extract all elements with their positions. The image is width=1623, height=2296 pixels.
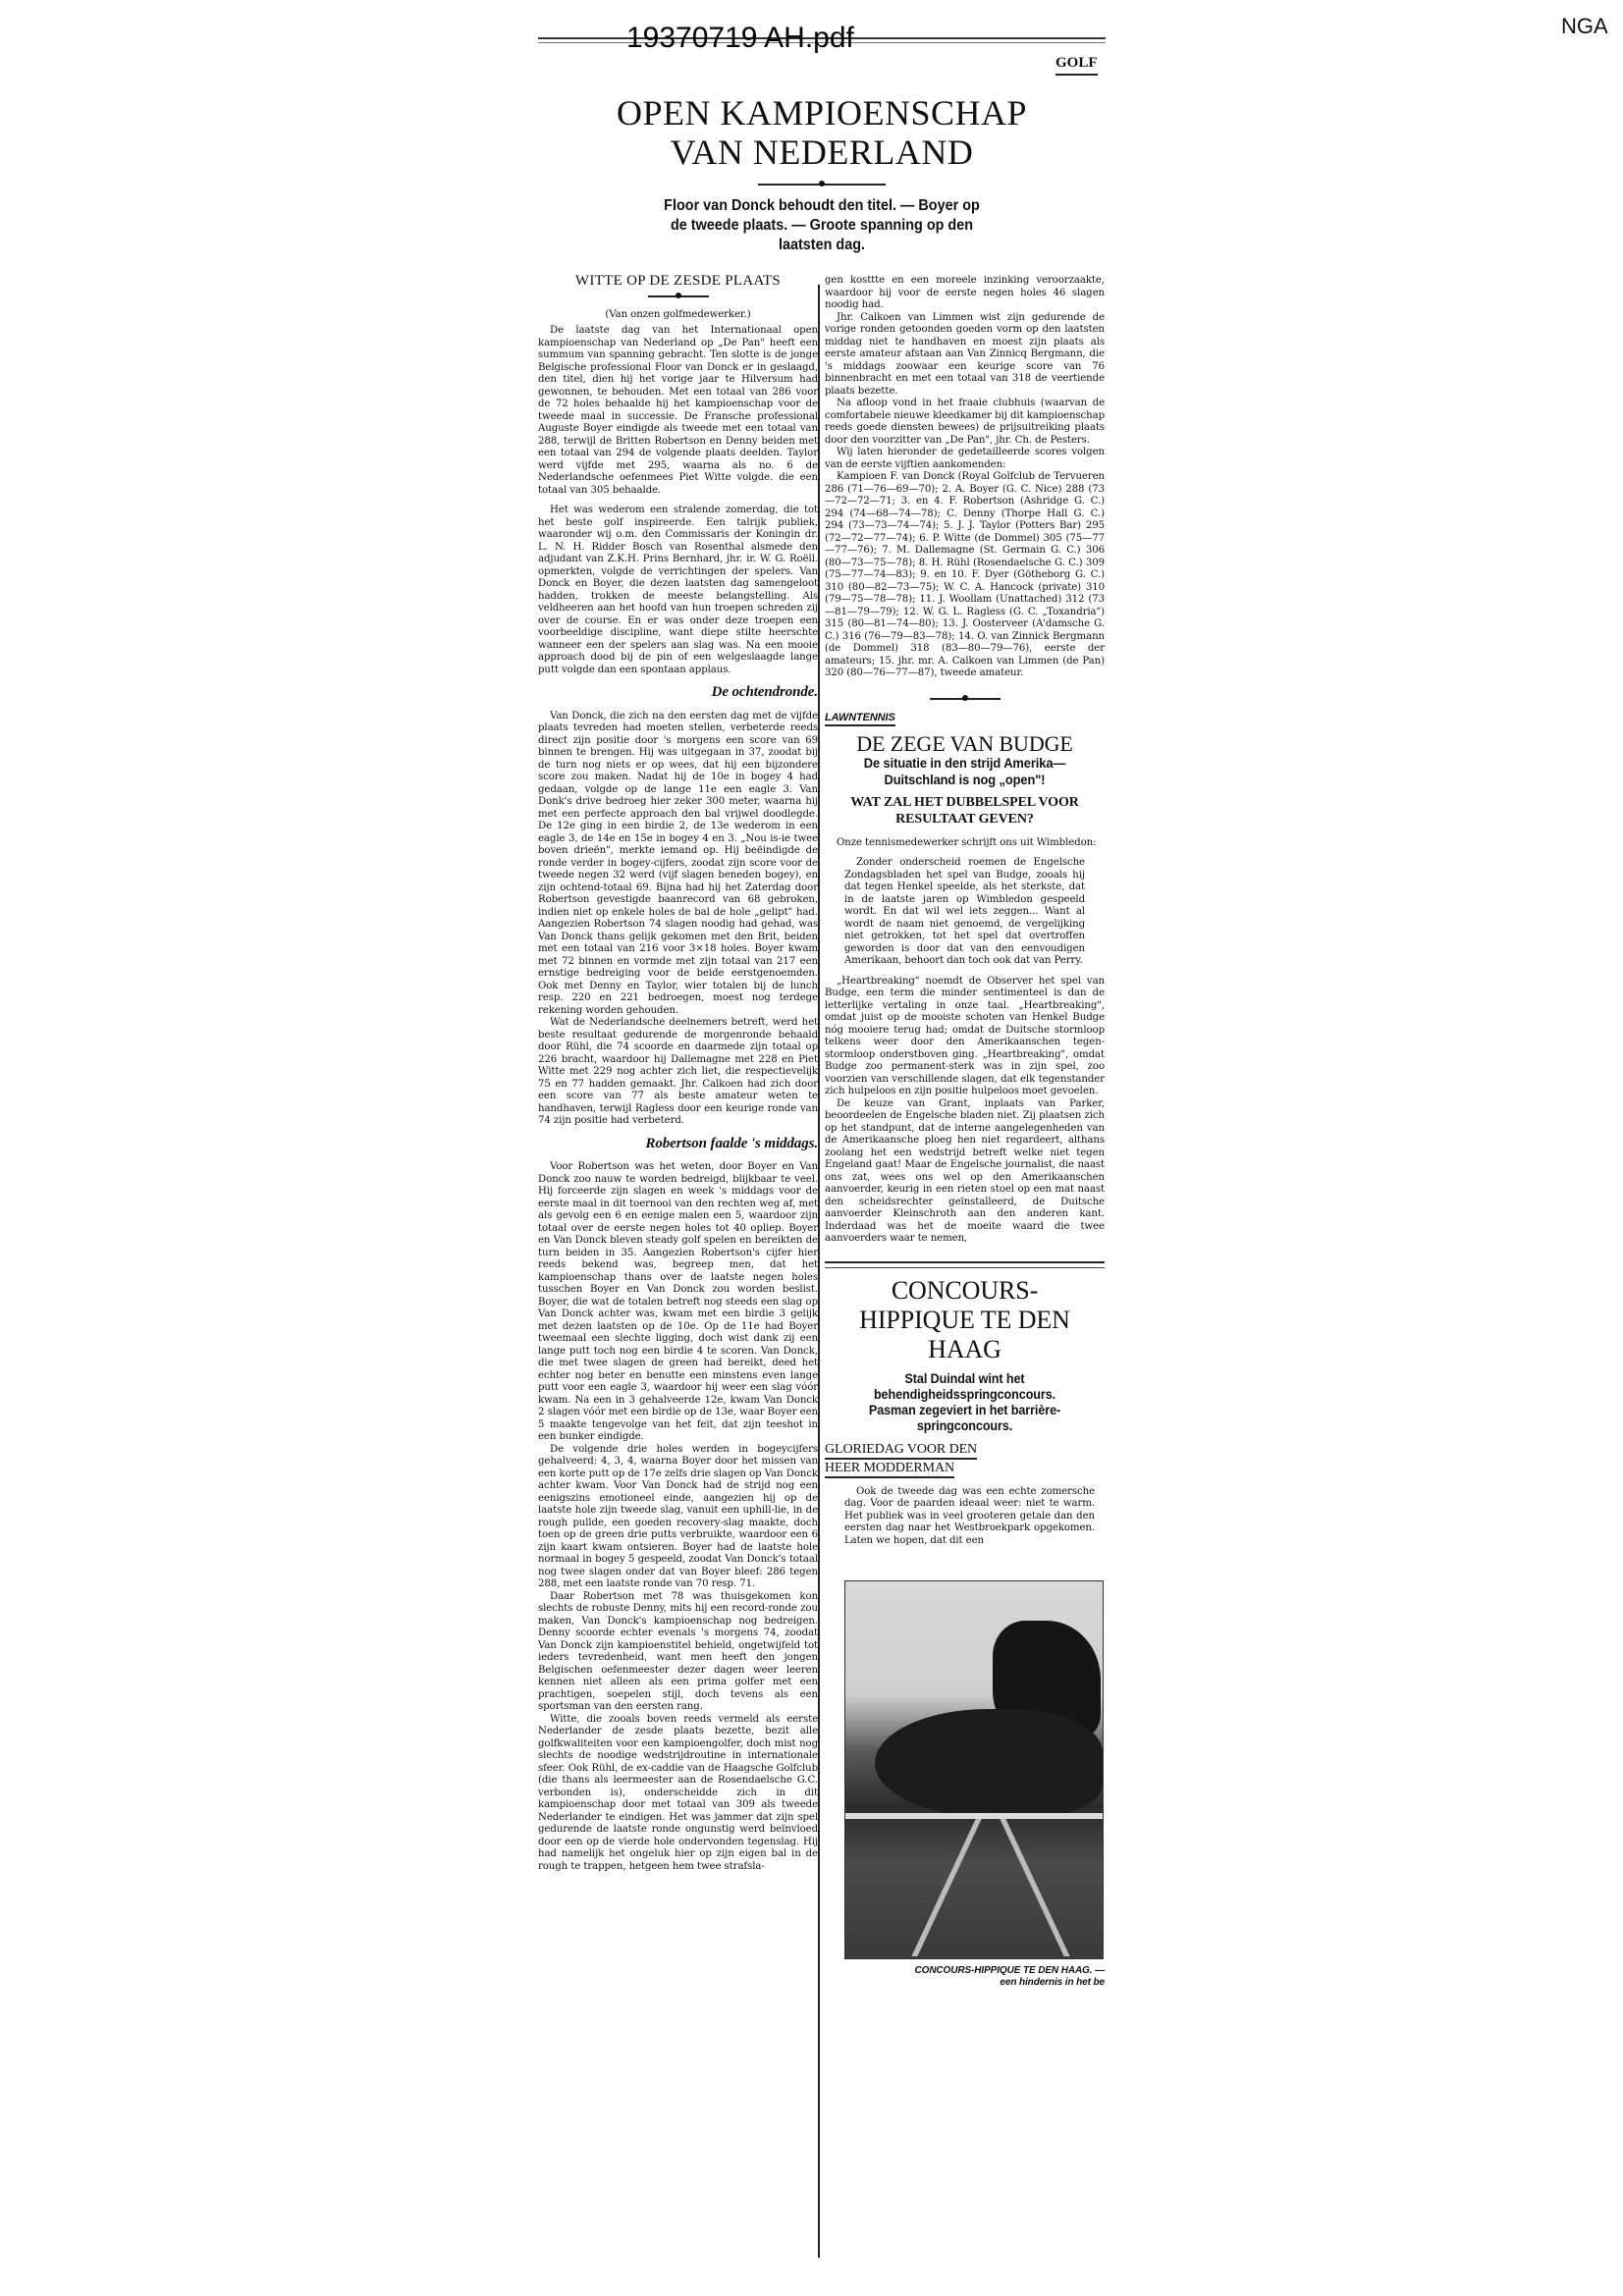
section-label-lawntennis: LAWNTENNIS <box>825 712 895 727</box>
golf-paragraph: Het was wederom een stralende zomerdag, die tot het beste golf inspireerde. Een talrijk publiek, waaronder wij o.m. den Commissaris der Koningin dr. L. N. H. Ridder Bosch van Rosenthal alsmede den adjudant van Z.K.H. Prins Bernhard, jhr. ir. W. G. Roëll. opmerkten, volgde de verrichtingen der spelers. Van Donck en Boyer, die dezen laatsten dag samengeloot hadden, trokken de meeste belangstelling. Als veldheeren aan het hoofd van hun troepen schreden zij over de course. En er was onder deze troepen een voorbeeldige discipline, want diepe stilte heerschte wanneer een der spelers aan slag was. Na een mooie approach dood bij de pin of een welgeslaagde lange putt volgde dan een spontaan applaus. <box>538 505 818 675</box>
hippique-paragraph: Ook de tweede dag was een echte zomersche dag. Voor de paarden ideaal weer: niet te warm. Het publiek was in veel grooteren getale dan den eersten dag naar het Westbroekpark opgekomen. Laten we hopen, dat dit een <box>844 1485 1095 1546</box>
tennis-headline: DE ZEGE VAN BUDGE <box>856 731 1073 756</box>
golf-headline <box>538 93 1106 187</box>
ornament-divider <box>648 294 709 299</box>
golf-headline-text: OPEN KAMPIOENSCHAP VAN NEDERLAND <box>616 93 1028 172</box>
hippique-subhead <box>825 1441 1105 1478</box>
golf-paragraph: Daar Robertson met 78 was thuisgekomen kon slechts de robuste Denny, mits hij een record-ronde zou maken, Van Donck's kampioenschap nog bedreigen. Denny scoorde echter evenals 's morgens 74, zoodat Van Donck zijn kampioenstitel behield, ongetwijfeld tot ieders tevredenheid, want men heeft den jongen Belgischen oefenmeester dezer dagen weer leeren kennen niet alleen als een prima golfer met een prachtigen, soepelen stijl, doch tevens als een sportsman van den eersten rang. <box>538 1590 818 1712</box>
golf-paragraph: Van Donck, die zich na den eersten dag met de vijfde plaats tevreden had moeten stellen, verbeterde reeds direct zijn positie door 's morgens een score van 69 binnen te brengen. Hij was uitgegaan in 37, zoodat bij de turn nog niets er op wees, dat hij een bijzondere score zou maken. Nadat hij de 10e in bogey 4 had gedaan, volgde op de lange 11e een eagle 3. Van Donk's drive bedroeg hier zeker 300 meter, waarna hij met een perfecte approach den bal vrijwel doodlegde. De 12e ging in een birdie 2, de 13e wederom in een eagle 3, de 14e en 15e in bogey 4 en 3. „Nou is-ie twee boven drieën", merkte iemand op. Hij beëindigde de ronde verder in bogey-cijfers, zoodat zijn score voor de tweede negen 32 werd (vijf slagen beneden bogey), en zijn ochtend-totaal 69. Bijna had hij het Zaterdag door Robertson gevestigde baanrecord van 68 gebroken, indien niet op enkele holes de bal de hole „gelipt" had. Aangezien Robertson 74 slagen noodig had gehad, was Van Donck thans gelijk gekomen met den Brit, beiden met een totaal van 216 voor 3×18 holes. Boyer kwam met 72 binnen en vormde met zijn totaal van 217 een ernstige bedreiging voor de beide eerstgenoemden. Ook met Denny en Taylor, wier totalen bij de lunch resp. 220 en 221 bedroegen, moest nog terdege rekening worden gehouden. <box>538 710 818 1016</box>
golf-paragraph: Jhr. Calkoen van Limmen wist zijn gedurende de vorige ronden getoonden goeden vorm op den laatsten middag niet te handhaven en moest zijn plaats als eerste amateur afstaan aan Van Zinnicq Bergmann, die 's middags zoowaar een keurige score van 76 binnenbracht en met een totaal van 318 de veertiende plaats bezette. <box>825 311 1105 397</box>
photo-fence-post <box>1000 1819 1069 1956</box>
hippique-headline: CONCOURS-HIPPIQUE TE DEN HAAG <box>859 1275 1070 1363</box>
tennis-intro: Onze tennismedewerker schrijft ons uit Wimbledon: <box>837 836 1097 848</box>
hippique-deck: Stal Duindal wint het behendigheidsspringconcours. Pasman zegeviert in het barrière-springconcours. <box>868 1369 1061 1433</box>
golf-paragraph: gen kosttte en een moreele inzinking veroorzaakte, waardoor hij voor de eerste negen holes 46 slagen noodig had. <box>825 275 1105 310</box>
golf-column-left <box>538 273 818 1873</box>
photo-caption-line1: CONCOURS-HIPPIQUE TE DEN HAAG. — <box>914 1965 1105 1976</box>
corner-label: NGA <box>1561 14 1608 38</box>
golf-results-list: Kampioen F. van Donck (Royal Golfclub de Tervueren 286 (71—76—69—70); 2. A. Boyer (G. C. Nice) 288 (73—72—72—71; 3. en 4. F. Robertson (Ashridge G. C.) 294 (74—68—74—78); C. Denny (Thorpe Hall G. C.) 294 (73—73—74—74); 5. J. J. Taylor (Potters Bar) 295 (72—72—77—74); 6. P. Witte (de Dommel) 305 (75—77—77—76); 7. M. Dallemagne (St. Germain G. C.) 306 (80—73—75—78); 8. H. Rühl (Rosendaelsche G. C.) 309 (75—77—74—83); 9. en 10. F. Dyer (Götheborg G. C.) 310 (80—82—73—75); W. C. A. Hancock (private) 310 (79—75—78—78); 11. J. Woollam (Unattached) 312 (73—81—79—79); 12. W. G. L. Ragless (G. C. „Toxandria") 315 (80—81—74—80); 13. J. Oosterveer (A'damsche G. C.) 316 (76—79—83—78); 14. O. van Zinnick Bergmann (de Dommel) 318 (83—80—79—76), eerste der amateurs; 15. jhr. mr. A. Calkoen van Limmen (de Pan) 320 (80—76—77—87), tweede amateur. <box>825 471 1105 678</box>
section-heading-morning: De ochtendronde. <box>711 684 818 700</box>
hippique-subhead-line2: HEER MODDERMAN <box>825 1460 954 1478</box>
section-heading-afternoon: Robertson faalde 's middags. <box>645 1135 818 1151</box>
hippique-body <box>844 1486 1095 1548</box>
golf-deck <box>567 196 1077 255</box>
golf-subhead: WITTE OP DE ZESDE PLAATS <box>574 273 782 289</box>
right-column <box>825 275 1105 1989</box>
photo-fence-post <box>911 1819 981 1956</box>
section-tag: GOLF <box>1055 55 1098 76</box>
photo-fence-rail <box>845 1813 1103 1819</box>
tennis-subhead: WAT ZAL HET DUBBELSPEL VOOR RESULTAAT GEVEN? <box>850 794 1079 827</box>
tennis-boxed-quote <box>844 857 1085 968</box>
golf-paragraph: De volgende drie holes werden in bogeycijfers gehalveerd: 4, 3, 4, waarna Boyer door het missen van een korte putt op de 17e zelfs drie slagen op Van Donck achter kwam. Voor Van Donck had de strijd nog een eenigszins emotioneel einde, aangezien hij op de laatste hole zijn tweede slag, vanuit een uphill-lie, in de rough pullde, een goeden recovery-slag maakte, doch toen op de green drie putts verbruikte, waardoor een 6 zijn kaart kwam ontsieren. Boyer had de laatste hole normaal in bogey 5 gespeeld, zoodat Van Donck's totaal nog twee slagen onder dat van Boyer bleef: 286 tegen 288, met een laatste ronde van 70 resp. 71. <box>538 1443 818 1589</box>
ornament-divider <box>758 182 886 187</box>
golf-paragraph: De laatste dag van het Internationaal open kampioenschap van Nederland op „De Pan" heeft een summum van spanning gebracht. Ten slotte is de jonge Belgische professional Floor van Donck er in geslaagd, den titel, dien hij het vorige jaar te Hilversum had gewonnen, te behouden. Met een totaal van 286 voor de 72 holes behaalde hij het kampioenschap voor de tweede maal in successie. De Fransche professional Auguste Boyer eindigde als tweede met een totaal van 288, terwijl de Britten Robertson en Denny beiden met een totaal van 294 de volgende plaats deelden. Taylor werd vijfde met 295, waarna als no. 6 de Nederlandsche oefenmees Piet Witte volgde. die een totaal van 305 behaalde. <box>538 325 818 496</box>
tennis-paragraph: Zonder onderscheid roemen de Engelsche Zondagsbladen het spel van Budge, zooals hij dat tegen Henkel speelde, als het sterkste, dat in de laatste jaren op Wimbledon gespeeld wordt. En dat wil wel iets zeggen... Want al wordt de naam niet genoemd, de vergelijking niet getrokken, tot het spel dat overtroffen geworden is door dat van den eenvoudigen Amerikaan, behoort dan toch ook dat van Perry. <box>844 857 1085 966</box>
golf-byline: (Van onzen golfmedewerker.) <box>605 308 751 320</box>
tennis-paragraph: „Heartbreaking" noemdt de Observer het spel van Budge, een term die minder sentimenteel is dan de letterlijke vertaling in onze taal. „Heartbreaking", omdat juist op de mooiste schoten van Henkel Budge nóg mooiere terug had; omdat de Duitsche stormloop telkens weer door den Amerikaanschen tegen-stormloop onderstboven ging. „Heartbreaking", omdat Budge zoo permanent-sterk was in zijn spel, zoo voorzien van verschillende slagen, dat elk tegenstander zich hulpeloos en zijn positie hulpeloos moet gevoelen. <box>825 975 1105 1096</box>
ornament-divider <box>930 696 1001 702</box>
golf-paragraph: Wij laten hieronder de gedetailleerde scores volgen van de eerste vijftien aankomenden: <box>825 447 1105 470</box>
golf-paragraph: Voor Robertson was het weten, door Boyer en Van Donck zoo nauw te worden bedreigd, blijkbaar te veel. Hij forceerde zijn slagen en week 's middags voor de eerste maal in dit toernooi van den rechten weg af, met als gevolg een 6 en eenige malen een 5, waardoor zijn totaal over de eerste negen holes tot 40 opliep. Boyer en Van Donck bleven steady golf spelen en bereikten de turn beiden in 35. Aangezien Robertson's cijfer hier reeds bekend was, begreep men, dat het kampioenschap thans over de laatste negen holes tusschen Boyer en Van Donck zou worden beslist. Boyer, die wat de totalen betreft nog steeds een slag op Van Donck achter was, kwam met een birdie 3 gelijk met dezen laatsten op de 10e. Op de 11e had Boyer tweemaal een slechte ligging, doch wist dank zij een lange putt toch nog een birdie 4 te scoren. Van Donck, die met twee slagen de green had bereikt, deed het echter nog beter en benutte een minstens even lange putt voor een eagle 3, waardoor hij weer een slag vóór kwam. Na een in 3 gehalveerde 12e, kwam Van Donck 2 slagen vóór met een birdie op de 13e, waar Boyer een 5 maakte tengevolge van het feit, dat zijn teeshot in een bunker eindigde. <box>538 1161 818 1442</box>
tennis-deck: De situatie in den strijd Amerika— Duitschland is nog „open"! <box>863 754 1066 787</box>
photo-horse-shape <box>875 1709 1103 1817</box>
golf-deck-text: Floor van Donck behoudt den titel. — Boyer op de tweede plaats. — Groote spanning op den laatsten dag. <box>664 197 980 253</box>
hippique-subhead-line1: GLORIEDAG VOOR DEN <box>825 1441 977 1460</box>
file-title: 19370719 AH.pdf <box>626 22 854 54</box>
golf-paragraph: Na afloop vond in het fraaie clubhuis (waarvan de comfortabele nieuwe kleedkamer bij dit kampioenschap reeds goede diensten bewees) de prijsuitreiking plaats door den voorzitter van „De Pan", jhr. Ch. de Pesters. <box>825 398 1105 446</box>
photo-caption-line2: een hindernis in het be <box>1000 1977 1105 1988</box>
golf-paragraph: Witte, die zooals boven reeds vermeld als eerste Nederlander de zesde plaats bezette, bezit alle golfkwaliteiten voor een kampioengolfer, doch mist nog slechts de noodige wedstrijdroutine in internationale sfeer. Ook Rühl, de ex-caddie van de Haagsche Golfclub (die thans als leermeester aan de Rosendaelsche G.C. verbonden is), onderscheidde zich in dit kampioenschap door met totaal van 309 als tweede Nederlander te eindigen. Het was jammer dat zijn spel gedurende de laatste ronde ongunstig werd beïnvloed door een op de vierde hole ondervonden tegenslag. Hij had namelijk het ongeluk hier op zijn eigen bal in de rough te trappen, hetgeen hem twee strafsla- <box>538 1713 818 1872</box>
column-divider <box>818 285 820 2258</box>
tennis-paragraph: De keuze van Grant, inplaats van Parker, beoordeelen de Engelsche bladen niet. Zij plaatsen zich op het standpunt, dat de interne aangelegenheden van de Amerikaansche ploeg hen niet regardeert, althans zoolang het een wedstrijd betreft welke niet tegen Engeland gaat! Maar de Engelsche journalist, die naast ons zat, wees ons wel op den Amerikaanschen aanvoerder, keurig in een rieten stoel op een mat naast den scheidsrechter geïnstalleerd, de Duitsche aanvoerder Kleinschroth aan den anderen kant. Inderdaad was het de moeite waard die twee aanvoerders waar te nemen, <box>825 1097 1105 1244</box>
article-separator <box>825 1261 1105 1268</box>
golf-paragraph: Wat de Nederlandsche deelnemers betreft, werd het beste resultaat gedurende de morgenronde behaald door Rühl, die 74 scoorde en daarmede zijn totaal op 226 bracht, waardoor hij Dallemagne met 228 en Piet Witte met 229 nog achter zich liet, die respectievelijk 75 en 77 hadden gemaakt. Jhr. Calkoen had zich door een score van 77 als beste amateur weten te handhaven, terwijl Ragless door een keurige ronde van 74 zijn positie had verbeterd. <box>538 1017 818 1126</box>
horse-jumping-photo <box>844 1580 1104 1959</box>
photo-caption <box>844 1965 1105 1989</box>
